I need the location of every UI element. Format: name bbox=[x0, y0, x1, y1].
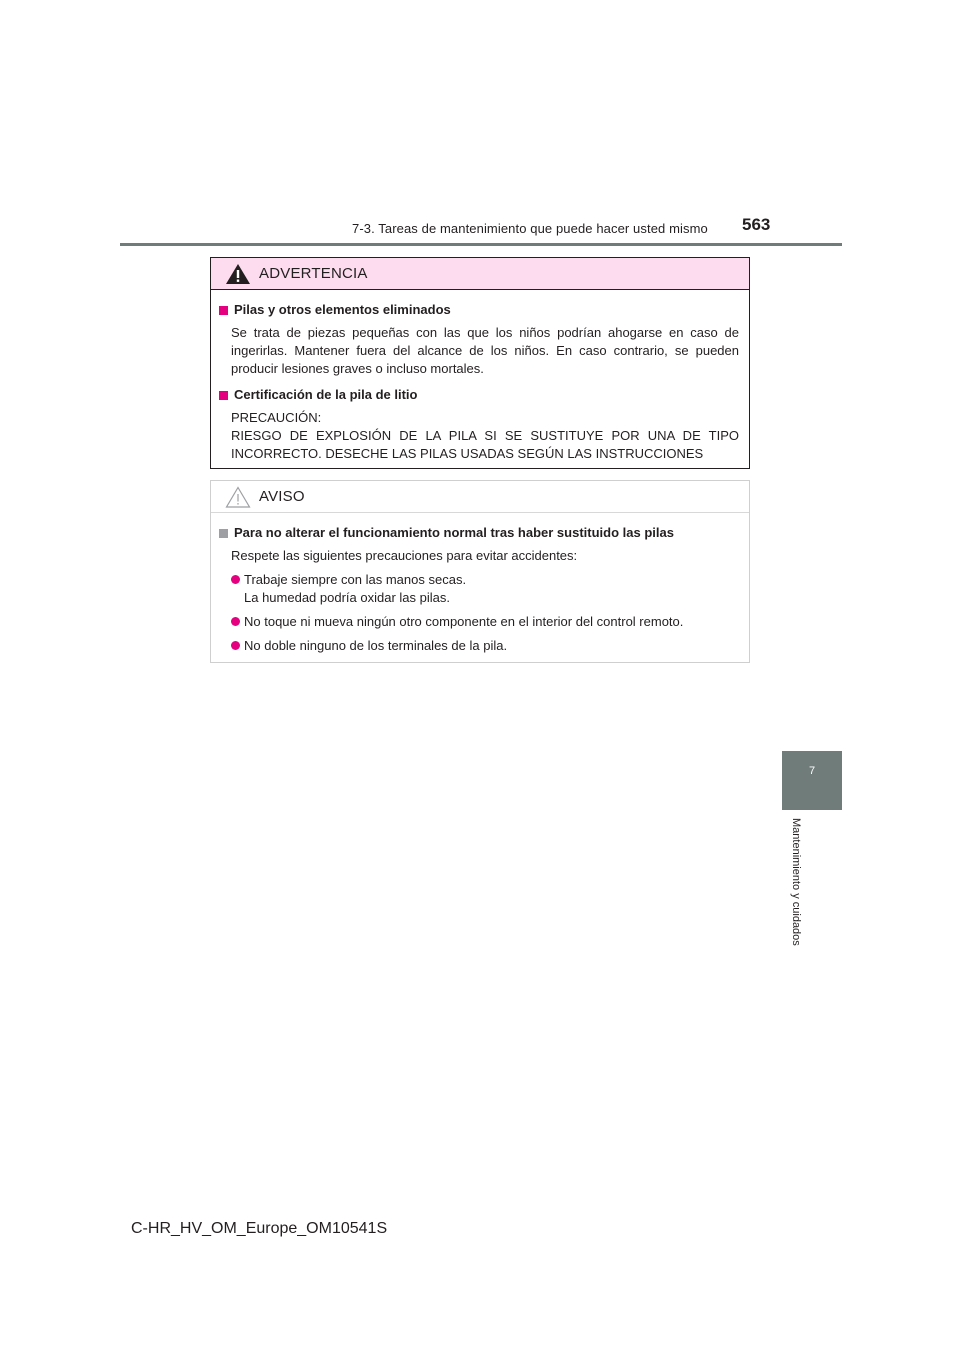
warning-item-heading-text: Pilas y otros elementos eliminados bbox=[234, 302, 451, 317]
square-bullet-icon bbox=[219, 391, 228, 400]
document-code: C-HR_HV_OM_Europe_OM10541S bbox=[131, 1220, 388, 1237]
warning-item-heading-text: Certificación de la pila de litio bbox=[234, 387, 418, 402]
circle-bullet-icon bbox=[231, 641, 240, 650]
warning-item-text: Se trata de piezas pequeñas con las que los niños podrían ahogarse en caso de ingerirlas. Mantener fuera del alcance de los niños. En caso contrario, se pueden producir lesiones graves o incluso mortales. bbox=[231, 325, 739, 376]
notice-box-header bbox=[211, 481, 749, 513]
page-number: 563 bbox=[742, 215, 771, 234]
chapter-tab bbox=[782, 751, 842, 810]
list-item bbox=[219, 637, 739, 655]
list-item bbox=[219, 613, 739, 631]
square-bullet-icon bbox=[219, 529, 228, 538]
notice-box bbox=[210, 480, 750, 663]
warning-box-title: ADVERTENCIA bbox=[259, 265, 368, 282]
notice-box-title: AVISO bbox=[259, 488, 305, 505]
notice-heading-text: Para no alterar el funcionamiento normal tras haber sustituido las pilas bbox=[234, 525, 674, 540]
header-divider bbox=[120, 243, 842, 246]
list-item-text: No doble ninguno de los terminales de la pila. bbox=[244, 638, 508, 653]
section-header: 7-3. Tareas de mantenimiento que puede hacer usted mismo bbox=[352, 221, 708, 236]
chapter-title: Mantenimiento y cuidados bbox=[790, 818, 802, 946]
list-item bbox=[219, 571, 739, 607]
warning-item-heading bbox=[219, 301, 739, 319]
precaution-label: PRECAUCIÓN: bbox=[231, 410, 322, 425]
warning-box bbox=[210, 257, 750, 469]
warning-item-heading bbox=[219, 386, 739, 404]
square-bullet-icon bbox=[219, 306, 228, 315]
notice-heading bbox=[219, 524, 739, 542]
caution-triangle-outline-icon bbox=[225, 486, 251, 508]
list-item-text: No toque ni mueva ningún otro componente en el interior del control remoto. bbox=[244, 614, 684, 629]
warning-box-header bbox=[211, 258, 749, 290]
precaution-text: RIESGO DE EXPLOSIÓN DE LA PILA SI SE SUSTITUYE POR UNA DE TIPO INCORRECTO. DESECHE LAS PILAS USADAS SEGÚN LAS INSTRUCCIONES bbox=[231, 428, 739, 461]
circle-bullet-icon bbox=[231, 575, 240, 584]
list-item-text: Trabaje siempre con las manos secas. bbox=[244, 572, 467, 587]
warning-triangle-icon bbox=[225, 263, 251, 285]
list-item-text: La humedad podría oxidar las pilas. bbox=[244, 590, 450, 605]
notice-intro: Respete las siguientes precauciones para evitar accidentes: bbox=[231, 548, 578, 563]
warning-item-text bbox=[219, 409, 739, 463]
circle-bullet-icon bbox=[231, 617, 240, 626]
chapter-number: 7 bbox=[808, 765, 816, 777]
